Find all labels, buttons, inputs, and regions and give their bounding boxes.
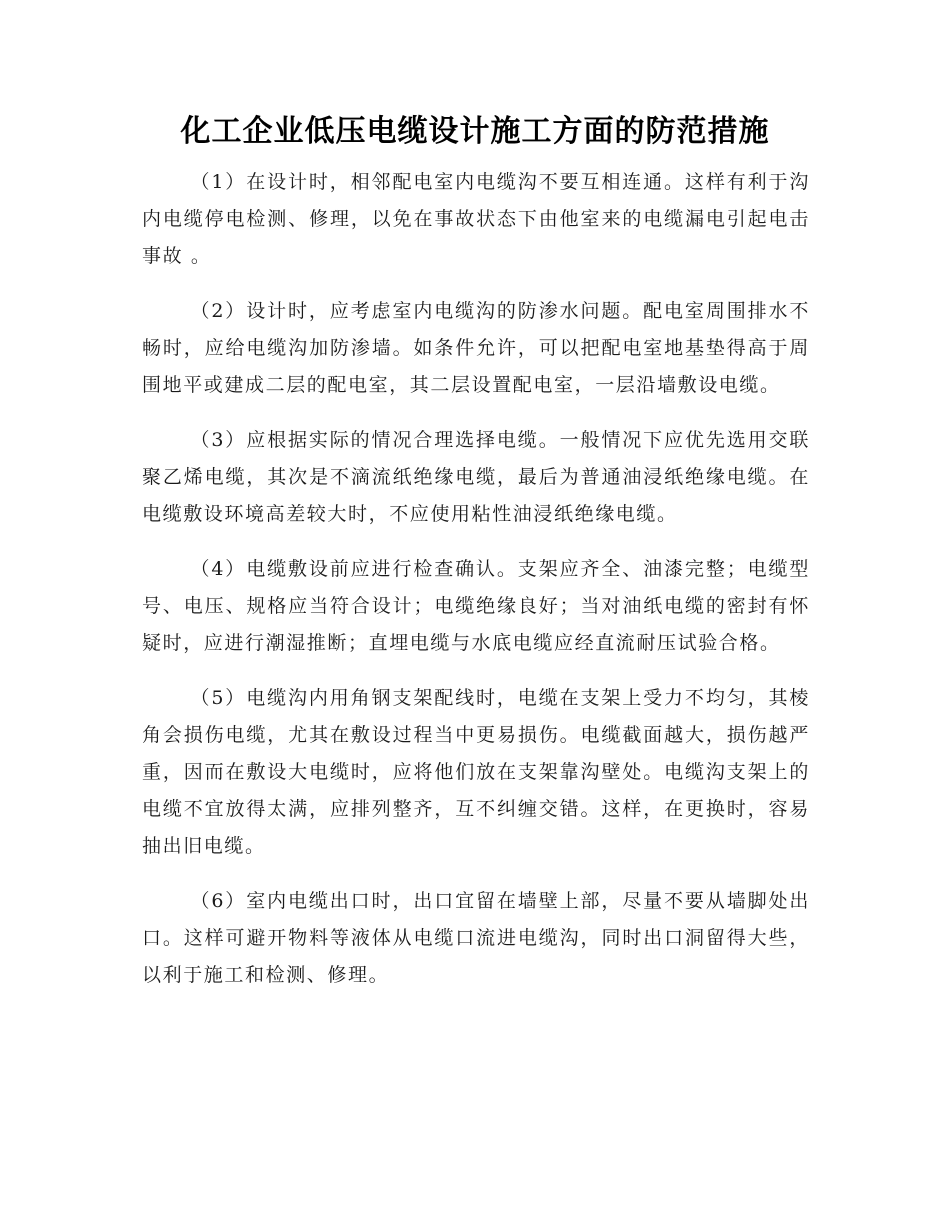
paragraph-5: （5）电缆沟内用角钢支架配线时，电缆在支架上受力不均匀，其棱角会损伤电缆，尤其在敷设过程当中更易损伤。电缆截面越大，损伤越严重，因而在敷设大电缆时，应将他们放在支架靠沟壁处。电缆沟支架上的电缆不宜放得太满，应排列整齐，互不纠缠交错。这样，在更换时，容易抽出旧电缆。 [142, 687, 810, 857]
paragraph-4: （4）电缆敷设前应进行检查确认。支架应齐全、油漆完整；电缆型号、电压、规格应当符合设计；电缆绝缘良好；当对油纸电缆的密封有怀疑时，应进行潮湿推断；直埋电缆与水底电缆应经直流耐压试验合格。 [142, 558, 810, 654]
paragraph-3: （3）应根据实际的情况合理选择电缆。一般情况下应优先选用交联聚乙烯电缆，其次是不滴流纸绝缘电缆，最后为普通油浸纸绝缘电缆。在电缆敷设环境高差较大时，不应使用粘性油浸纸绝缘电缆。 [142, 429, 810, 525]
paragraph-2: （2）设计时，应考虑室内电缆沟的防渗水问题。配电室周围排水不畅时，应给电缆沟加防渗墙。如条件允许，可以把配电室地基垫得高于周围地平或建成二层的配电室，其二层设置配电室，一层沿墙敷设电缆。 [142, 300, 810, 396]
document-body [142, 164, 810, 1012]
paragraph-6: （6）室内电缆出口时，出口宜留在墙壁上部，尽量不要从墙脚处出口。这样可避开物料等液体从电缆口流进电缆沟，同时出口洞留得大些，以利于施工和检测、修理。 [142, 890, 810, 986]
document-title: 化工企业低压电缆设计施工方面的防范措施 [180, 114, 770, 149]
paragraph-1: （1）在设计时，相邻配电室内电缆沟不要互相连通。这样有利于沟内电缆停电检测、修理，以免在事故状态下由他室来的电缆漏电引起电击事故 。 [142, 171, 810, 267]
